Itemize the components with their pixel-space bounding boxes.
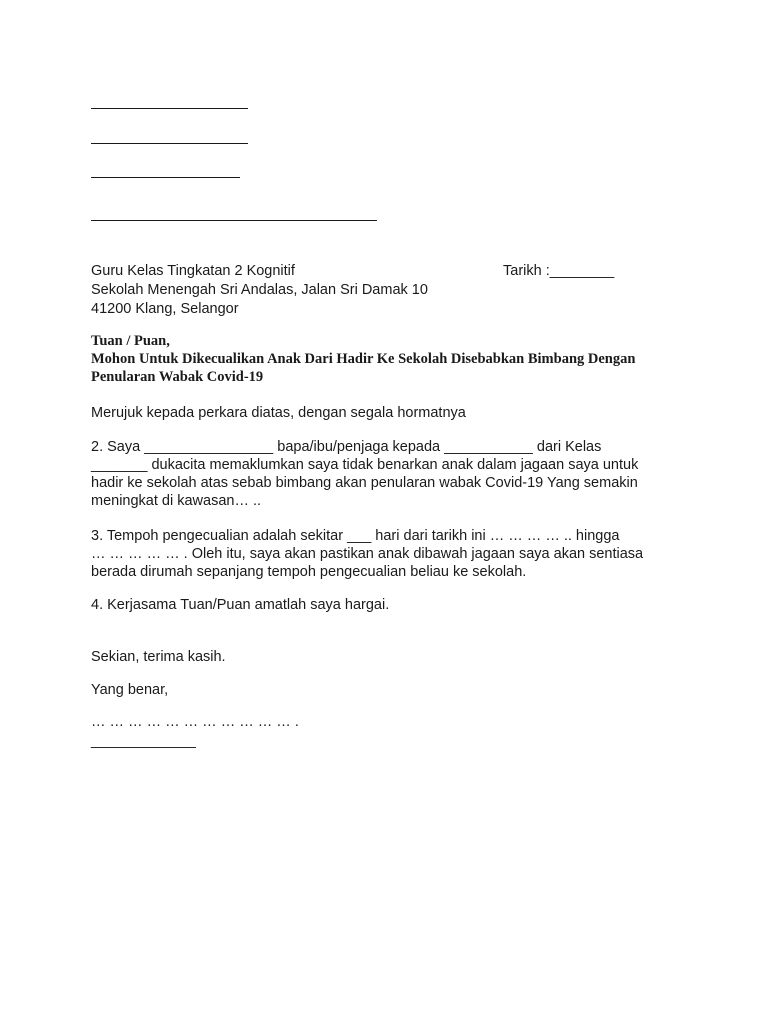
subject-line-2: Penularan Wabak Covid-19 <box>91 369 264 385</box>
para2-line-2: _______ dukacita memaklumkan saya tidak benarkan anak dalam jagaan saya untuk <box>91 457 639 473</box>
sender-blank-line-4 <box>91 220 377 221</box>
sender-blank-line-1 <box>91 108 248 109</box>
sign-off: Yang benar, <box>91 682 169 698</box>
para3-line-3: berada dirumah sepanjang tempoh pengecualian beliau ke sekolah. <box>91 564 527 580</box>
opening-sentence: Merujuk kepada perkara diatas, dengan segala hormatnya <box>91 405 466 421</box>
recipient-line-2: Sekolah Menengah Sri Andalas, Jalan Sri Damak 10 <box>91 282 428 298</box>
recipient-line-1: Guru Kelas Tingkatan 2 Kognitif <box>91 263 295 279</box>
recipient-line-3: 41200 Klang, Selangor <box>91 301 239 317</box>
para3-line-1: 3. Tempoh pengecualian adalah sekitar ___ hari dari tarikh ini … … … … .. hingga <box>91 528 620 544</box>
para2-line-3: hadir ke sekolah atas sebab bimbang akan penularan wabak Covid-19 Yang semakin <box>91 475 638 491</box>
date-field: Tarikh :________ <box>503 263 615 279</box>
para4: 4. Kerjasama Tuan/Puan amatlah saya hargai. <box>91 597 390 613</box>
para3-line-2: … … … … … . Oleh itu, saya akan pastikan anak dibawah jagaan saya akan sentiasa <box>91 546 644 562</box>
signature-dots: … … … … … … … … … … … . <box>91 714 299 730</box>
para2-line-4: meningkat di kawasan… .. <box>91 493 262 509</box>
salutation: Tuan / Puan, <box>91 333 170 349</box>
para2-line-1: 2. Saya ________________ bapa/ibu/penjaga kepada ___________ dari Kelas <box>91 439 602 455</box>
sender-blank-line-2 <box>91 143 248 144</box>
signature-line: _____________ <box>91 733 196 749</box>
subject-line-1: Mohon Untuk Dikecualikan Anak Dari Hadir Ke Sekolah Disebabkan Bimbang Dengan <box>91 351 636 367</box>
closing: Sekian, terima kasih. <box>91 649 226 665</box>
sender-blank-line-3 <box>91 177 240 178</box>
